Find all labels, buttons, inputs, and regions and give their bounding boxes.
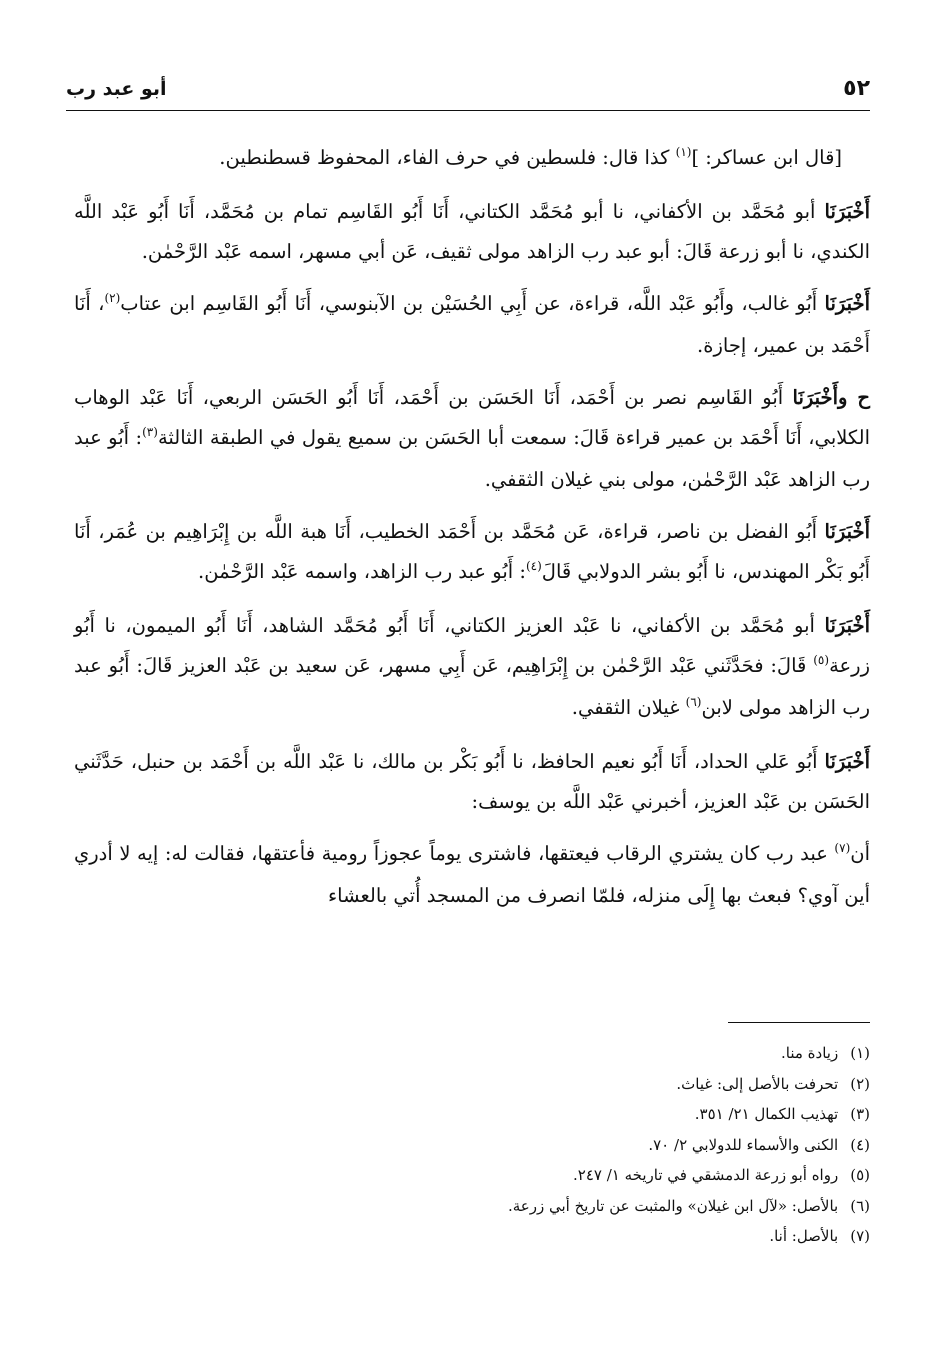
- paragraph-isnad-6: [74, 742, 870, 822]
- paragraph-text: ، أَنَا أَحْمَد بن عمير، إجازة.: [74, 292, 870, 357]
- paragraph-intro: [74, 138, 870, 180]
- footnote-text: بالأصل: أنا.: [769, 1227, 839, 1245]
- footnote: [300, 1038, 870, 1069]
- footnote: [300, 1130, 870, 1161]
- footnote-number: (٧): [850, 1227, 870, 1245]
- footnote-ref-1: (١): [675, 145, 692, 159]
- paragraph-text: غيلان الثقفي.: [571, 696, 686, 719]
- paragraph-lead: أَخْبَرَنَا: [824, 200, 870, 223]
- running-title: أبو عبد رب: [66, 78, 167, 100]
- footnote-ref-4: (٤): [525, 559, 542, 573]
- paragraph-text: أَبُو الفضل بن ناصر، قراءة، عَن مُحَمَّد بن أَحْمَد الخطيب، أَنَا هبة اللَّه بن إِبْرَاهِيم بن عُمَر، أَنَا أَبُو بَكْر المهندس، نا أَبُو بشر الدولابي قَالَ: [74, 520, 870, 583]
- paragraph-lead: أَخْبَرَنَا: [824, 292, 871, 315]
- footnote-text: الكنى والأسماء للدولابي ٢/ ٧٠.: [648, 1135, 839, 1154]
- footnote: [300, 1221, 870, 1252]
- footnote-text: بالأصل: «لآل ابن غيلان» والمثبت عن تاريخ أبي زرعة.: [507, 1196, 839, 1215]
- page-number: ٥٢: [843, 76, 870, 101]
- paragraph-isnad-2: [74, 284, 870, 366]
- footnote-number: (١): [850, 1044, 870, 1062]
- footnote-number: (٥): [850, 1166, 870, 1184]
- paragraph-text: قَالَ: فحَدَّثَني عَبْد الرَّحْمٰن بن إِبْرَاهِيم، عَن أَبِي مسهر، عَن سعيد بن عَبْد العزيز قَالَ: أَبُو عبد رب الزاهد مولى لابن: [74, 654, 870, 719]
- footnote-number: (٢): [850, 1074, 870, 1093]
- footnote-ref-3: (٣): [142, 425, 158, 439]
- footnote-text: تحرفت بالأصل إلى: غياث.: [676, 1074, 839, 1093]
- paragraph-text: [قال ابن عساكر: ]: [691, 146, 842, 169]
- footnote-text: تهذيب الكمال ٢١/ ٣٥١.: [694, 1105, 839, 1123]
- paragraph-text: أَبُو غالب، وأَبُو عَبْد اللَّه، قراءة، عن أَبِي الحُسَيْن بن الآبنوسي، أَنَا أَبُو القَاسِم ابن عتاب: [120, 292, 825, 315]
- paragraph-isnad-5: [74, 606, 870, 730]
- footnote-number: (٤): [850, 1135, 870, 1154]
- footnote-text: رواه أبو زرعة الدمشقي في تاريخه ١/ ٢٤٧.: [573, 1166, 839, 1184]
- footnote-text: زيادة منا.: [781, 1044, 839, 1062]
- paragraph-isnad-1: [74, 192, 870, 272]
- paragraph-text: : أَبُو عبد رب الزاهد عَبْد الرَّحْمٰن، مولى بني غيلان الثقفي.: [74, 426, 870, 491]
- footnote-ref-2: (٢): [104, 291, 121, 305]
- footnote-number: (٦): [850, 1196, 870, 1215]
- footnote: [300, 1191, 870, 1222]
- footnote: [300, 1099, 870, 1130]
- paragraph-text: أَبُو عَلي الحداد، أَنَا أَبُو نعيم الحافظ، نا أَبُو بَكْر بن مالك، نا عَبْد اللَّه بن أَحْمَد بن حنبل، حَدَّثَني الحَسَن بن عَبْد العزيز، أخبرني عَبْد اللَّه بن يوسف:: [74, 750, 870, 813]
- paragraph-lead: ح وأَخْبَرَنَا: [792, 386, 871, 409]
- page-header: [66, 76, 870, 111]
- paragraph-lead: أَخْبَرَنَا: [824, 750, 870, 773]
- footnote-ref-7: (٧): [834, 841, 851, 855]
- paragraph-text: : أَبُو عبد رب الزاهد، واسمه عَبْد الرَّحْمٰن.: [198, 560, 526, 583]
- paragraph-text: عبد رب كان يشتري الرقاب فيعتقها، فاشترى يوماً عجوزاً رومية فأعتقها، فقالت له: إيه لا أدري أين آوي؟ فبعث بها إِلَى منزله، فلمّا انصرف من المسجد أُتي بالعشاء: [74, 842, 870, 907]
- footnote-separator: [728, 1022, 870, 1023]
- paragraph-narrative: [74, 834, 870, 916]
- paragraph-text: أن: [850, 842, 870, 865]
- paragraph-text: أبو مُحَمَّد بن الأكفاني، نا أبو مُحَمَّد الكتاني، أَنَا أَبُو القَاسِم تمام بن مُحَمَّد، أَنَا أَبُو عَبْد اللَّه الكندي، نا أبو زرعة قَالَ: أبو عبد رب الزاهد مولى ثقيف، عَن أبي مسهر، اسمه عَبْد الرَّحْمٰن.: [74, 200, 870, 263]
- footnote-ref-5: (٥): [813, 653, 830, 667]
- footnotes: [300, 1038, 870, 1252]
- footnote-ref-6: (٦): [685, 695, 702, 709]
- paragraph-lead: أَخْبَرَنَا: [824, 520, 870, 543]
- footnote-number: (٣): [850, 1105, 870, 1123]
- footnote: [300, 1069, 870, 1100]
- paragraph-text: أبو مُحَمَّد بن الأكفاني، نا عَبْد العزيز الكتاني، أَنَا أَبُو مُحَمَّد الشاهد، أَنَا أَبُو الميمون، نا أَبُو زرعة: [74, 614, 870, 677]
- paragraph-lead: أَخْبَرَنَا: [824, 614, 870, 637]
- paragraph-text: أَبُو القَاسِم نصر بن أَحْمَد، أَنَا الحَسَن بن أَحْمَد، أَنَا أَبُو الحَسَن الربعي، أَنَا عَبْد الوهاب الكلابي، أَنَا أَحْمَد بن عمير قراءة قَالَ: سمعت أبا الحَسَن بن سميع يقول في الطبقة الثالثة: [74, 386, 871, 449]
- paragraph-isnad-4: [74, 512, 870, 594]
- paragraph-isnad-3: [74, 378, 870, 500]
- main-text: [74, 138, 870, 916]
- paragraph-text: كذا قال: فلسطين في حرف الفاء، المحفوظ قسطنطين.: [219, 146, 676, 169]
- footnote: [300, 1160, 870, 1191]
